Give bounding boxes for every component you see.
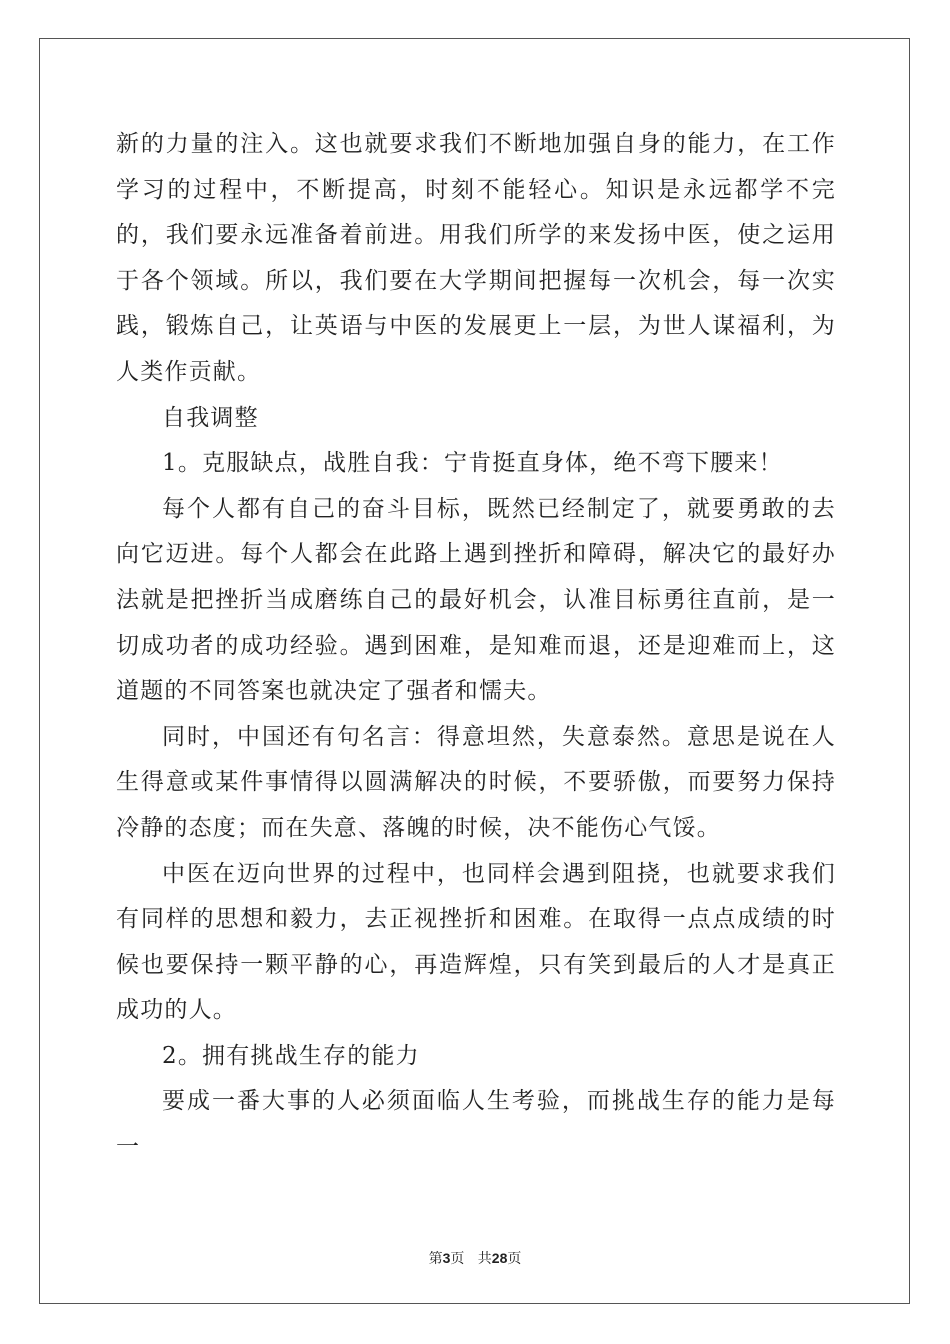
paragraph-proverb: 同时，中国还有句名言：得意坦然，失意泰然。意思是说在人生得意或某件事情得以圆满解决的时候，不要骄傲，而要努力保持冷静的态度；而在失意、落魄的时候，决不能伤心气馁。 [116,723,836,841]
document-body [116,122,836,1171]
section-heading-self-adjustment: 自我调整 [162,404,259,431]
subheading-overcome-shortcomings: 1。克服缺点，战胜自我：宁肯挺直身体，绝不弯下腰来！ [162,450,783,477]
footer-prefix: 第 [428,1251,443,1267]
footer-total-prefix: 共 [477,1251,492,1267]
paragraph-goals: 每个人都有自己的奋斗目标，既然已经制定了，就要勇敢的去向它迈进。每个人都会在此路上遇到挫折和障碍，解决它的最好办法就是把挫折当成磨练自己的最好机会，认准目标勇往直前，是一切成功者的成功经验。遇到困难，是知难而退，还是迎难而上，这道题的不同答案也就决定了强者和懦夫。 [116,495,836,705]
paragraph-challenge: 要成一番大事的人必须面临人生考验，而挑战生存的能力是每一 [116,1088,836,1161]
footer-page-number: 3 [442,1250,451,1266]
footer-total-pages: 28 [491,1250,508,1266]
paragraph-tcm-world: 中医在迈向世界的过程中，也同样会遇到阻挠，也就要求我们有同样的思想和毅力，去正视挫折和困难。在取得一点点成绩的时候也要保持一颗平静的心，再造辉煌，只有笑到最后的人才是真正成功的人。 [116,860,836,1024]
footer-page-suffix: 页 [450,1251,465,1267]
footer-total-suffix: 页 [507,1251,522,1267]
page-footer [0,1248,950,1268]
paragraph-continuation: 新的力量的注入。这也就要求我们不断地加强自身的能力，在工作学习的过程中，不断提高，时刻不能轻心。知识是永远都学不完的，我们要永远准备着前进。用我们所学的来发扬中医，使之运用于各个领域。所以，我们要在大学期间把握每一次机会，每一次实践，锻炼自己，让英语与中医的发展更上一层，为世人谋福利，为人类作贡献。 [116,131,836,385]
subheading-survival-ability: 2。拥有挑战生存的能力 [162,1042,420,1069]
